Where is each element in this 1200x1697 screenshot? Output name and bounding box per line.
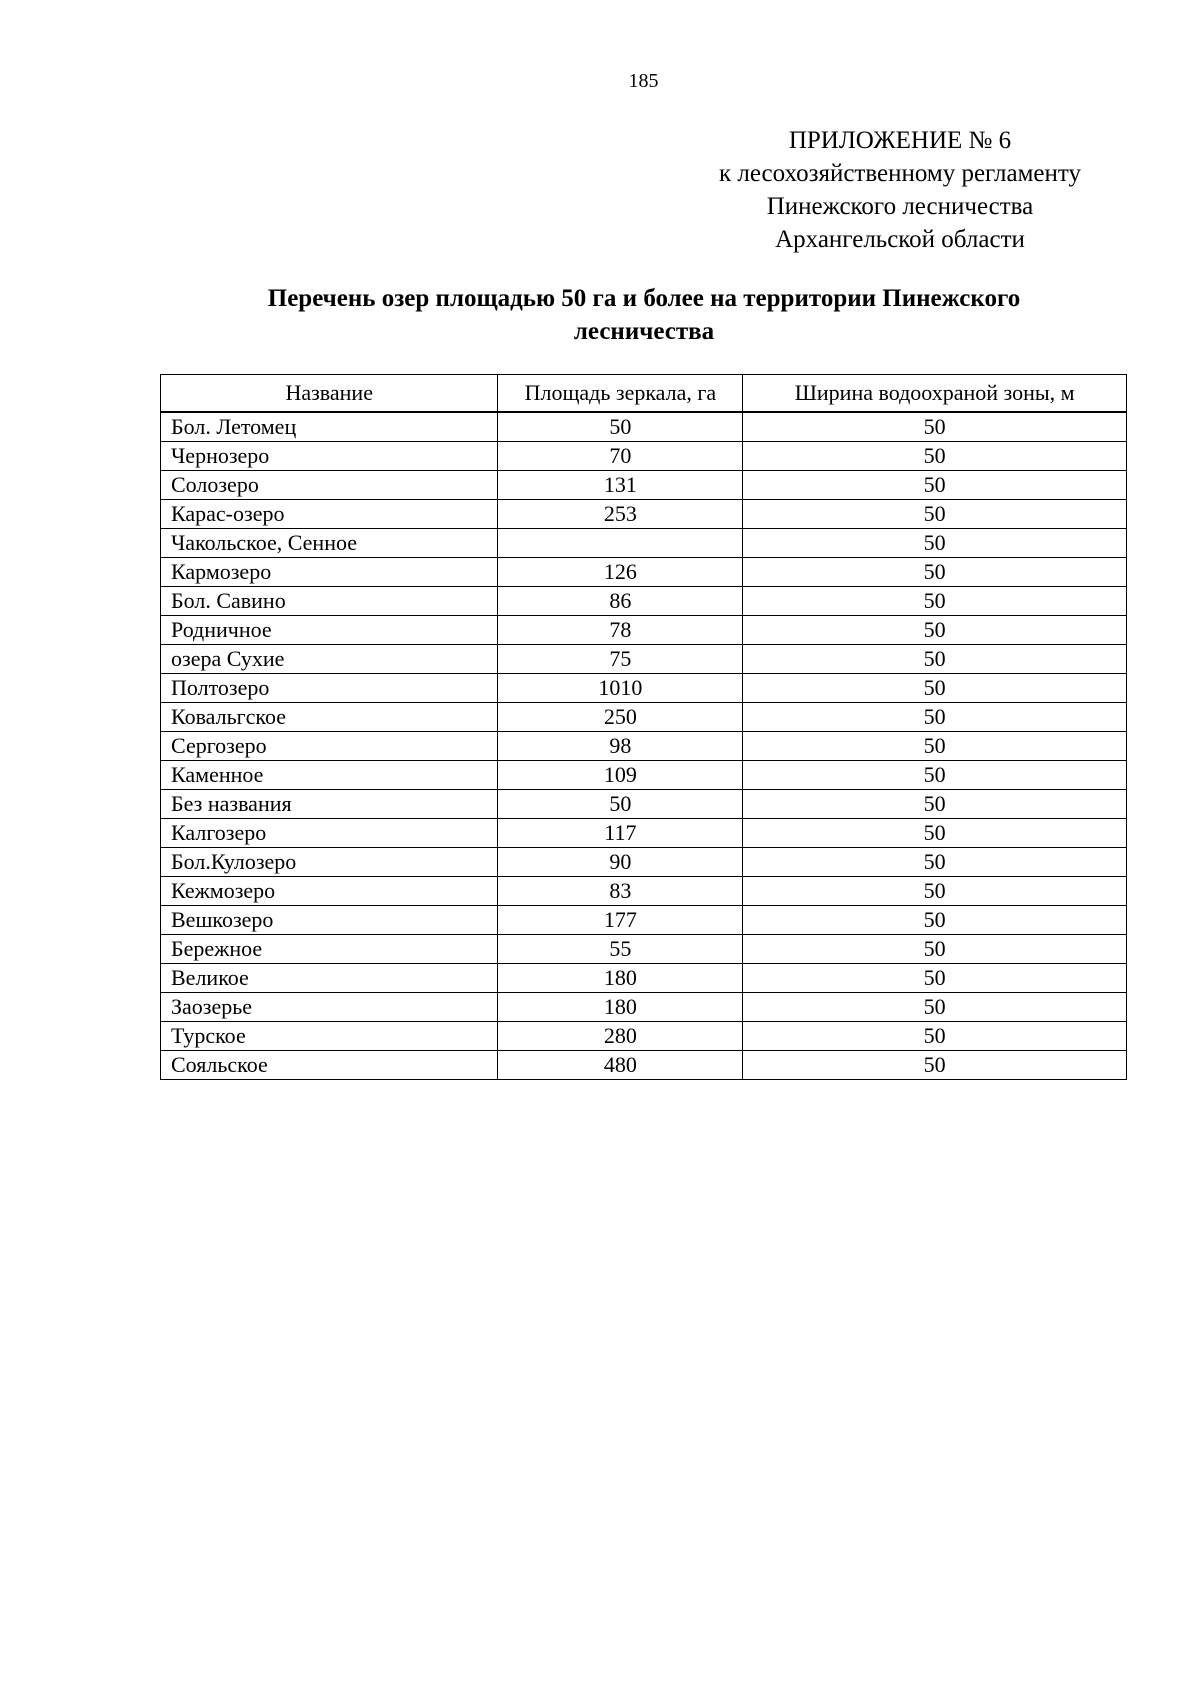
cell-lake-name: Полтозеро [161, 674, 498, 703]
table-row [161, 471, 1127, 500]
cell-lake-name: Карас-озеро [161, 500, 498, 529]
cell-buffer-width: 50 [743, 500, 1127, 529]
cell-lake-name: Солозеро [161, 471, 498, 500]
cell-lake-name: Заозерье [161, 993, 498, 1022]
table-row [161, 442, 1127, 471]
cell-area: 180 [498, 964, 743, 993]
cell-lake-name: озера Сухие [161, 645, 498, 674]
table-row [161, 906, 1127, 935]
cell-buffer-width: 50 [743, 790, 1127, 819]
appendix-number: ПРИЛОЖЕНИЕ № 6 [788, 127, 1012, 154]
table-row [161, 1022, 1127, 1051]
cell-lake-name: Бол. Савино [161, 587, 498, 616]
cell-area: 480 [498, 1051, 743, 1080]
cell-area: 55 [498, 935, 743, 964]
table-row [161, 732, 1127, 761]
appendix-reference-line-3: Архангельской области [775, 226, 1025, 253]
header-buffer-width: Ширина водоохраной зоны, м [743, 375, 1127, 413]
cell-buffer-width: 50 [743, 819, 1127, 848]
cell-area: 90 [498, 848, 743, 877]
table-row [161, 964, 1127, 993]
appendix-heading [690, 124, 1110, 256]
header-area: Площадь зеркала, га [498, 375, 743, 413]
cell-area: 126 [498, 558, 743, 587]
cell-buffer-width: 50 [743, 993, 1127, 1022]
table-row [161, 848, 1127, 877]
cell-area [498, 529, 743, 558]
cell-area: 86 [498, 587, 743, 616]
lakes-table [160, 374, 1127, 1080]
cell-buffer-width: 50 [743, 848, 1127, 877]
cell-area: 83 [498, 877, 743, 906]
cell-buffer-width: 50 [743, 935, 1127, 964]
cell-lake-name: Ковальгское [161, 703, 498, 732]
cell-buffer-width: 50 [743, 442, 1127, 471]
table-row [161, 1051, 1127, 1080]
table-row [161, 674, 1127, 703]
cell-area: 109 [498, 761, 743, 790]
cell-buffer-width: 50 [743, 703, 1127, 732]
table-row [161, 761, 1127, 790]
cell-buffer-width: 50 [743, 616, 1127, 645]
cell-area: 177 [498, 906, 743, 935]
header-name: Название [161, 375, 498, 413]
table-row [161, 645, 1127, 674]
cell-area: 250 [498, 703, 743, 732]
cell-buffer-width: 50 [743, 732, 1127, 761]
table-body [161, 412, 1127, 1080]
cell-area: 70 [498, 442, 743, 471]
cell-area: 98 [498, 732, 743, 761]
table-row [161, 558, 1127, 587]
table-row [161, 500, 1127, 529]
table-header-row [161, 375, 1127, 413]
cell-lake-name: Без названия [161, 790, 498, 819]
cell-lake-name: Великое [161, 964, 498, 993]
appendix-reference-line-2: Пинежского лесничества [766, 193, 1034, 220]
cell-lake-name: Бережное [161, 935, 498, 964]
table-row [161, 587, 1127, 616]
cell-area: 131 [498, 471, 743, 500]
table-row [161, 935, 1127, 964]
cell-buffer-width: 50 [743, 1051, 1127, 1080]
cell-lake-name: Кармозеро [161, 558, 498, 587]
cell-buffer-width: 50 [743, 587, 1127, 616]
table-row [161, 819, 1127, 848]
cell-lake-name: Кежмозеро [161, 877, 498, 906]
cell-area: 1010 [498, 674, 743, 703]
table-row [161, 616, 1127, 645]
cell-lake-name: Родничное [161, 616, 498, 645]
cell-buffer-width: 50 [743, 674, 1127, 703]
cell-lake-name: Сояльское [161, 1051, 498, 1080]
cell-area: 117 [498, 819, 743, 848]
appendix-reference-line-1: к лесохозяйственному регламенту [718, 160, 1082, 187]
cell-area: 50 [498, 412, 743, 442]
cell-lake-name: Бол. Летомец [161, 412, 498, 442]
cell-buffer-width: 50 [743, 906, 1127, 935]
document-title-line-2: лесничества [573, 318, 715, 345]
table-row [161, 993, 1127, 1022]
cell-lake-name: Калгозеро [161, 819, 498, 848]
cell-lake-name: Сергозеро [161, 732, 498, 761]
table-row [161, 790, 1127, 819]
cell-lake-name: Турское [161, 1022, 498, 1051]
table-row [161, 412, 1127, 442]
cell-area: 253 [498, 500, 743, 529]
cell-buffer-width: 50 [743, 558, 1127, 587]
cell-area: 280 [498, 1022, 743, 1051]
cell-area: 78 [498, 616, 743, 645]
cell-buffer-width: 50 [743, 529, 1127, 558]
cell-buffer-width: 50 [743, 761, 1127, 790]
cell-lake-name: Чакольское, Сенное [161, 529, 498, 558]
table-row [161, 703, 1127, 732]
cell-buffer-width: 50 [743, 877, 1127, 906]
document-title-line-1: Перечень озер площадью 50 га и более на территории Пинежского [267, 285, 1021, 312]
cell-lake-name: Каменное [161, 761, 498, 790]
cell-area: 75 [498, 645, 743, 674]
cell-buffer-width: 50 [743, 412, 1127, 442]
table-row [161, 877, 1127, 906]
cell-lake-name: Бол.Кулозеро [161, 848, 498, 877]
cell-area: 180 [498, 993, 743, 1022]
cell-buffer-width: 50 [743, 1022, 1127, 1051]
cell-lake-name: Вешкозеро [161, 906, 498, 935]
cell-buffer-width: 50 [743, 471, 1127, 500]
table-row [161, 529, 1127, 558]
cell-area: 50 [498, 790, 743, 819]
page-number: 185 [628, 70, 659, 92]
cell-lake-name: Чернозеро [161, 442, 498, 471]
cell-buffer-width: 50 [743, 645, 1127, 674]
cell-buffer-width: 50 [743, 964, 1127, 993]
document-title [160, 282, 1128, 348]
